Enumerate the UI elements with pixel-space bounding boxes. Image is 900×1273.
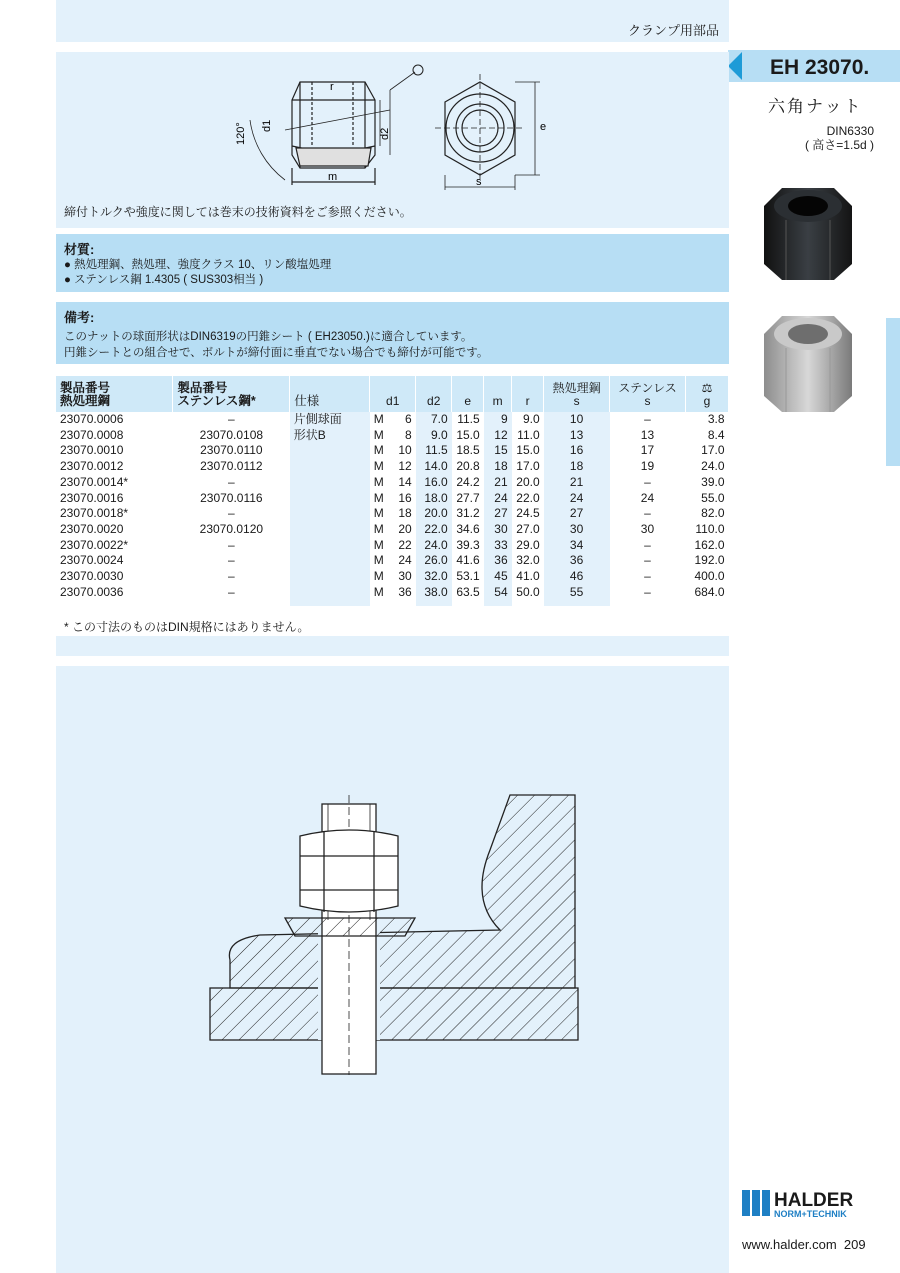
table-cell: 23070.0022* [56,538,173,554]
table-cell: 23070.0112 [173,459,290,475]
page-number: 209 [843,1237,866,1252]
table-cell: – [610,569,686,585]
stainless-nut-photo [752,306,862,418]
table-cell [290,459,370,475]
table-cell: 20.0 [416,506,452,522]
table-cell: 17 [610,443,686,459]
standard-code: DIN6330 [826,124,874,138]
table-row [56,491,729,507]
table-cell [290,475,370,491]
col-s-heat: 熱処理鋼 s [544,376,610,412]
product-name: 六角ナット [768,97,863,116]
table-cell: – [173,412,290,428]
table-cell: 15.0 [452,428,484,444]
table-cell: 39.0 [685,475,728,491]
table-cell: – [173,506,290,522]
table-cell: M 8 [370,428,416,444]
table-cell: 30 [544,522,610,538]
col-heat-part: 製品番号 熱処理鋼 [56,376,173,412]
table-cell: 400.0 [685,569,728,585]
col-m: m [484,376,512,412]
table-cell: 32.0 [512,553,544,569]
table-cell: 22.0 [416,522,452,538]
table-cell: 13 [610,428,686,444]
table-cell: – [173,553,290,569]
table-cell: 36 [484,553,512,569]
table-cell: 24 [544,491,610,507]
table-cell: 9.0 [512,412,544,428]
col-spec: 仕様 [290,376,370,412]
table-cell: 23070.0012 [56,459,173,475]
table-cell: – [173,585,290,601]
product-code: EH 23070. [770,56,870,79]
material-item: ● ステンレス鋼 1.4305 ( SUS303相当 ) [64,274,264,286]
table-cell: 38.0 [416,585,452,601]
table-cell: 17.0 [685,443,728,459]
table-row [56,428,729,444]
table-cell: 10 [544,412,610,428]
table-cell: 24 [484,491,512,507]
table-cell: 13 [544,428,610,444]
table-cell: 9.0 [416,428,452,444]
table-cell: 3.8 [685,412,728,428]
table-cell: 50.0 [512,585,544,601]
col-stainless-part: 製品番号 ステンレス鋼* [173,376,290,412]
table-cell: 27 [544,506,610,522]
table-cell: 41.6 [452,553,484,569]
table-cell: 23070.0014* [56,475,173,491]
table-cell: M 18 [370,506,416,522]
table-cell: 23070.0036 [56,585,173,601]
table-cell: 18.5 [452,443,484,459]
remarks-line: 円錐シートとの組合せで、ボルトが締付面に垂直でない場合でも締付が可能です。 [64,347,489,359]
table-cell: 32.0 [416,569,452,585]
table-row-blank [56,600,729,606]
table-cell: 23070.0016 [56,491,173,507]
table-cell: – [610,506,686,522]
table-cell: 23070.0116 [173,491,290,507]
table-cell: 21 [544,475,610,491]
table-cell: 23070.0108 [173,428,290,444]
table-cell: 12 [484,428,512,444]
table-cell: M 20 [370,522,416,538]
table-cell: – [173,538,290,554]
table-cell: 24.5 [512,506,544,522]
table-cell: 9 [484,412,512,428]
table-cell: 33 [484,538,512,554]
material-item-text: 熱処理鋼、熱処理、強度クラス 10、リン酸塩処理 [74,259,332,271]
table-row [56,585,729,601]
label-d1: d1 [261,119,273,132]
table-cell [290,491,370,507]
table-row [56,475,729,491]
table-cell: 684.0 [685,585,728,601]
weight-icon: ⚖ [701,381,713,395]
black-nut-photo [752,176,862,286]
technical-drawing [230,60,560,195]
table-cell: – [173,569,290,585]
table-cell [290,443,370,459]
table-cell: 23070.0030 [56,569,173,585]
table-cell: 20.8 [452,459,484,475]
table-cell: 54 [484,585,512,601]
table-cell: 162.0 [685,538,728,554]
table-cell: 24.0 [416,538,452,554]
table-cell: – [610,553,686,569]
table-row [56,522,729,538]
table-cell: 55 [544,585,610,601]
table-row [56,538,729,554]
brand-name: HALDER [774,1190,854,1211]
table-cell [290,506,370,522]
label-s: s [476,176,482,188]
col-d2: d2 [416,376,452,412]
table-cell: 23070.0110 [173,443,290,459]
table-cell: 27 [484,506,512,522]
table-row [56,459,729,475]
col-e: e [452,376,484,412]
table-cell: 20.0 [512,475,544,491]
remarks-title: 備考: [64,310,95,325]
category-label: クランプ用部品 [627,23,719,38]
table-row [56,443,729,459]
table-cell: 23070.0024 [56,553,173,569]
table-cell: 24.2 [452,475,484,491]
col-s-stainless: ステンレス s [610,376,686,412]
table-cell: – [610,412,686,428]
table-cell: 36 [544,553,610,569]
spec-table-wrap [56,376,729,606]
table-cell: 22.0 [512,491,544,507]
footnote: * この寸法のものはDIN規格にはありません。 [64,620,310,634]
table-cell: – [610,585,686,601]
height-note: ( 高さ=1.5d ) [804,138,874,152]
table-cell: 18 [544,459,610,475]
table-cell: 11.5 [452,412,484,428]
table-cell: 53.1 [452,569,484,585]
standard-info [805,124,874,152]
col-d1: d1 [370,376,416,412]
spec-table [56,376,729,606]
table-cell: 27.0 [512,522,544,538]
table-cell: 29.0 [512,538,544,554]
material-title: 材質: [64,242,95,257]
table-row [56,569,729,585]
table-cell [290,522,370,538]
table-cell: M 6 [370,412,416,428]
table-cell: 7.0 [416,412,452,428]
label-e: e [540,121,547,133]
table-cell: M 30 [370,569,416,585]
table-cell: 30 [610,522,686,538]
table-cell: 30 [484,522,512,538]
table-cell: 8.4 [685,428,728,444]
col-r: r [512,376,544,412]
table-cell: 15.0 [512,443,544,459]
table-row [56,412,729,428]
table-cell: M 24 [370,553,416,569]
table-cell: 192.0 [685,553,728,569]
remarks-line: このナットの球面形状はDIN6319の円錐シート ( EH23050.)に適合しています。 [64,331,473,343]
table-cell: 23070.0018* [56,506,173,522]
table-cell: 34.6 [452,522,484,538]
table-cell: 23070.0020 [56,522,173,538]
footnote-panel [56,636,729,656]
table-cell: 23070.0006 [56,412,173,428]
footer-line [742,1237,866,1252]
table-cell [290,569,370,585]
side-tab [886,318,900,466]
table-cell: 形状B [290,428,370,444]
title-arrow-icon [728,52,742,80]
table-cell: 26.0 [416,553,452,569]
table-cell: 41.0 [512,569,544,585]
table-cell: M 22 [370,538,416,554]
website-link[interactable]: www.halder.com [742,1237,837,1252]
table-cell: 19 [610,459,686,475]
material-item-text: ステンレス鋼 1.4305 ( SUS303相当 ) [74,274,264,286]
table-cell: M 14 [370,475,416,491]
label-angle: 120° [235,122,247,145]
col-weight: ⚖ g [685,376,728,412]
table-cell: 24 [610,491,686,507]
label-r: r [330,81,334,93]
header-bar [56,0,729,42]
table-cell: 63.5 [452,585,484,601]
table-cell: 23070.0120 [173,522,290,538]
table-cell: – [610,538,686,554]
table-cell: 18 [484,459,512,475]
brand-sub: NORM+TECHNIK [774,1209,847,1219]
table-cell: 24.0 [685,459,728,475]
table-cell: 片側球面 [290,412,370,428]
table-cell: 21 [484,475,512,491]
table-cell: 11.5 [416,443,452,459]
table-cell: 11.0 [512,428,544,444]
table-cell: 14.0 [416,459,452,475]
table-cell: 23070.0010 [56,443,173,459]
table-cell: 17.0 [512,459,544,475]
table-cell: M 36 [370,585,416,601]
table-cell: 18.0 [416,491,452,507]
table-cell: M 10 [370,443,416,459]
table-cell: 55.0 [685,491,728,507]
label-d2: d2 [379,127,391,140]
torque-note: 締付トルクや強度に関しては巻末の技術資料をご参照ください。 [64,205,412,219]
table-cell [290,585,370,601]
material-item: ● 熱処理鋼、熱処理、強度クラス 10、リン酸塩処理 [64,259,332,271]
table-cell: M 12 [370,459,416,475]
table-cell: 110.0 [685,522,728,538]
table-row [56,553,729,569]
table-cell: 45 [484,569,512,585]
table-cell: 31.2 [452,506,484,522]
table-cell [290,538,370,554]
table-cell: 23070.0008 [56,428,173,444]
table-cell: 82.0 [685,506,728,522]
table-cell: 16 [544,443,610,459]
halder-logo [742,1188,874,1225]
application-drawing [200,790,590,1080]
table-row [56,506,729,522]
label-m: m [328,171,338,183]
table-cell: 39.3 [452,538,484,554]
table-cell: 15 [484,443,512,459]
table-cell: 34 [544,538,610,554]
table-cell [290,553,370,569]
table-cell: M 16 [370,491,416,507]
table-cell: – [173,475,290,491]
table-cell: – [610,475,686,491]
table-cell: 16.0 [416,475,452,491]
table-cell: 46 [544,569,610,585]
table-cell: 27.7 [452,491,484,507]
